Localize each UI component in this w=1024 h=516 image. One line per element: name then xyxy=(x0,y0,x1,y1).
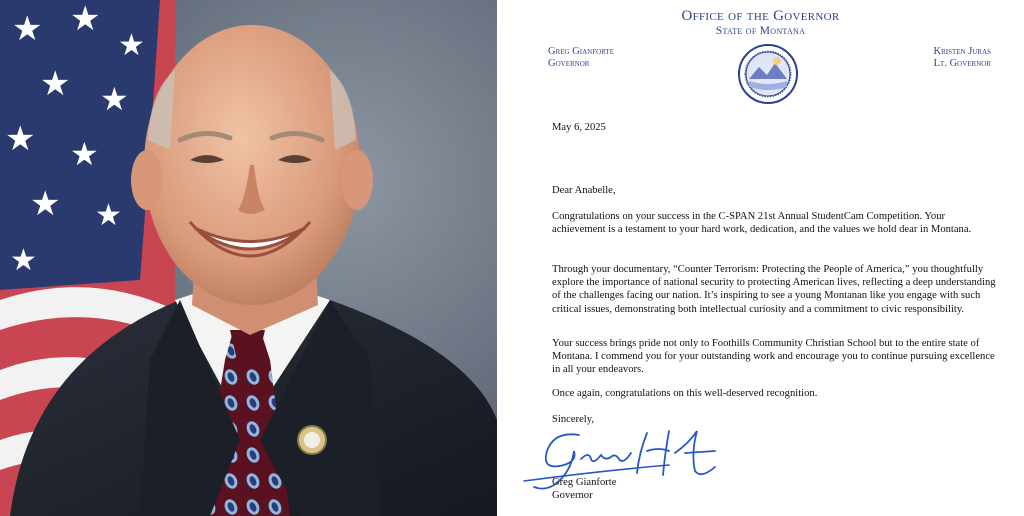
svg-text:★: ★ xyxy=(12,9,43,49)
letter-salutation: Dear Anabelle, xyxy=(552,185,616,196)
signer-name: Greg Gianforte xyxy=(552,477,617,488)
lt-governor-header-title: Lt. Governor xyxy=(933,58,991,69)
office-title: Office of the Governor xyxy=(681,8,840,24)
letter-date: May 6, 2025 xyxy=(552,122,606,133)
svg-text:★: ★ xyxy=(10,243,37,278)
governor-letter xyxy=(497,0,1024,516)
governor-header-block xyxy=(548,46,614,70)
svg-text:★: ★ xyxy=(118,28,145,63)
svg-text:★: ★ xyxy=(70,135,99,173)
lt-governor-header-block xyxy=(934,46,991,70)
svg-text:★: ★ xyxy=(95,198,122,233)
letter-paragraph-3: Your success brings pride not only to Foothills Community Christian School but to the entire state of Montana. I commend you for your outstanding work and encourage you to continue pursuing excellence in all your endeavors. xyxy=(552,338,995,376)
portrait-illustration xyxy=(0,0,497,516)
governor-portrait xyxy=(0,0,497,516)
governor-header-title: Governor xyxy=(548,58,590,69)
svg-text:★: ★ xyxy=(40,64,71,104)
svg-text:★: ★ xyxy=(100,80,129,118)
letter-paragraph-2: Through your documentary, “Counter Terrorism: Protecting the People of America,” you thoughtfully explore the importance of national security to protecting American lives, reflecting a deep understanding of the challenges facing our nation. It’s inspiring to see a young Montanan like you engage with such critical issues, demonstrating both intellectual curiosity and a commitment to civic responsibility. xyxy=(552,264,996,315)
svg-text:★: ★ xyxy=(70,0,101,39)
lt-governor-header-name: Kristen Juras xyxy=(933,46,991,57)
governor-header-name: Greg Gianforte xyxy=(548,46,614,57)
state-subtitle: State of Montana xyxy=(715,25,806,37)
letter-paragraph-4: Once again, congratulations on this well-deserved recognition. xyxy=(552,388,818,399)
letter-closing: Sincerely, xyxy=(552,414,594,425)
letter-paragraph-1: Congratulations on your success in the C-SPAN 21st Annual StudentCam Competition. Your achievement is a testament to your hard work, dedication, and the values we hold dear in Montana. xyxy=(552,211,972,236)
svg-text:★: ★ xyxy=(5,119,36,159)
svg-text:★: ★ xyxy=(30,184,61,224)
signer-title: Governor xyxy=(552,490,593,501)
montana-state-seal-icon xyxy=(737,43,799,105)
